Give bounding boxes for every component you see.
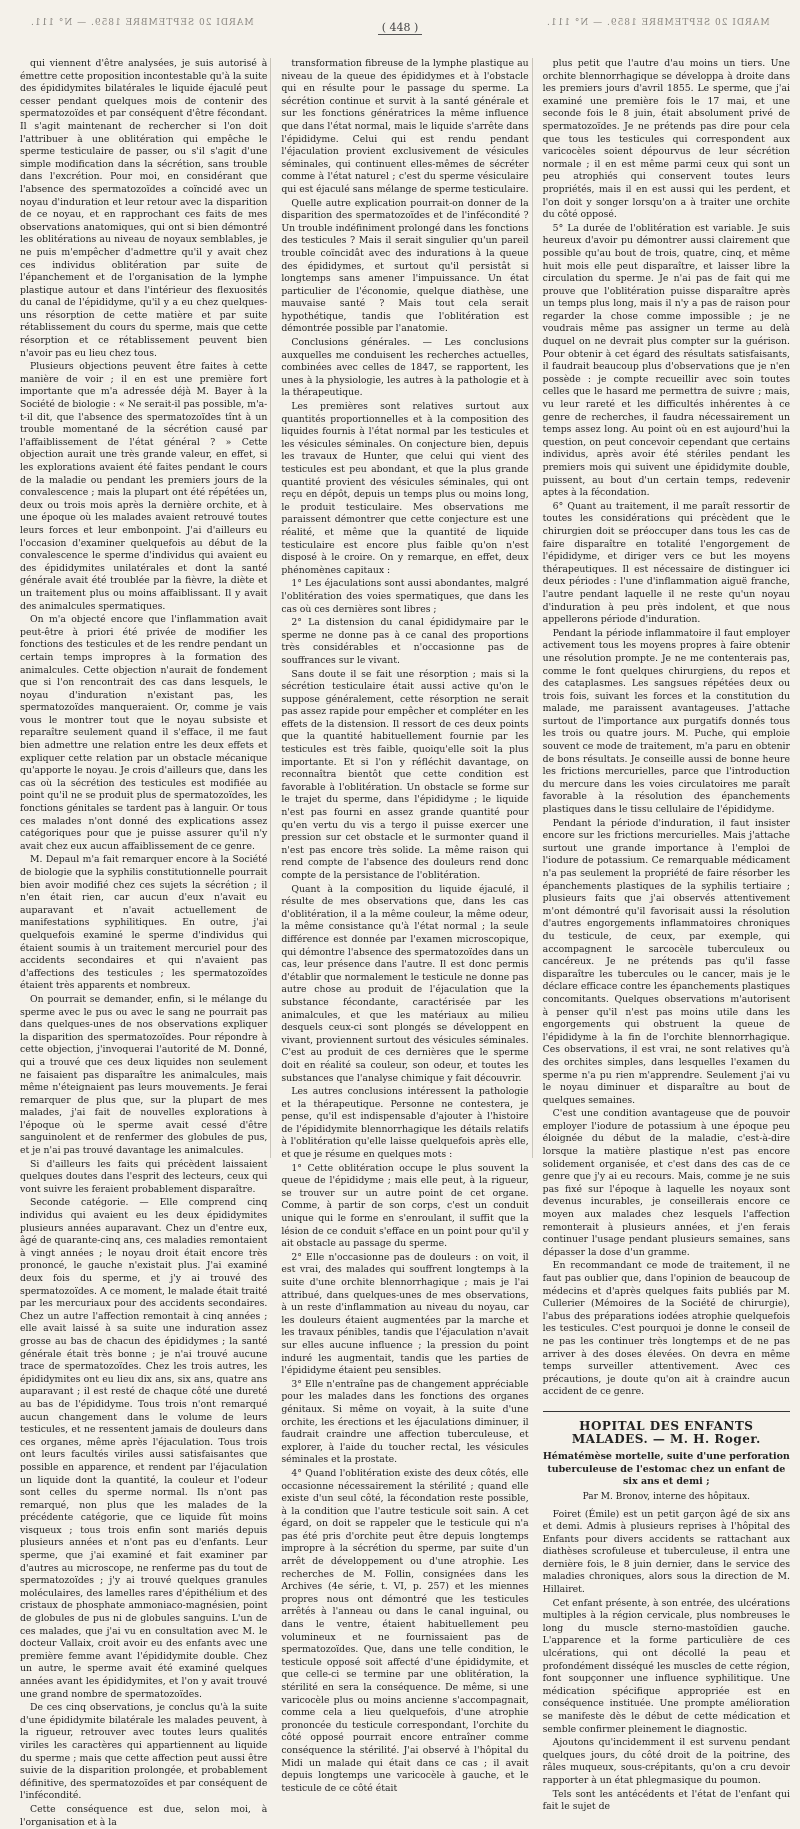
paragraph: Ajoutons qu'incidemment il est survenu pendant quelques jours, du côté droit de la poitrine, des râles muqueux, sous-crépitants, qu'on a cru devoir rapporter à un état phlegmasique du poumon. (542, 1737, 790, 1786)
column-1 (20, 58, 268, 1828)
paragraph: Pendant la période inflammatoire il faut employer activement tous les moyens propres à faire obtenir une résolution prompte. Je ne me contenterais pas, comme le font quelques chirurgiens, du repos et des cataplasmes. Les sangsues répétées deux ou trois fois, suivant les forces et la constitution du malade, me paraissent avantageuses. J'attache surtout de l'importance aux purgatifs donnés tous les trois ou quatre jours. M. Puche, qui emploie souvent ce mode de traitement, m'a paru en obtenir de bons résultats. Je conseille aussi de bonne heure les frictions mercurielles, parce que l'introduction du mercure dans les voies circulatoires me paraît favorable à la résolution des épanchements plastiques dans le tissu cellulaire de l'épididyme. (542, 627, 790, 816)
paragraph: En recommandant ce mode de traitement, il ne faut pas oublier que, dans l'opinion de beaucoup de médecins et d'après quelques faits publiés par M. Cullerier (Mémoires de la Société de chirurgie), l'abus des préparations iodées atrophie quelquefois les testicules. C'est pourquoi je donne le conseil de ne pas les continuer très longtemps et de ne pas arriver à des doses élevées. On devra en même temps surveiller attentivement. Avec ces précautions, je doute qu'on ait à craindre aucun accident de ce genre. (542, 1260, 790, 1398)
mirrored-header-right: MARDI 20 SEPTEMBRE 1859. — N° 111. (546, 18, 770, 28)
paragraph: De ces cinq observations, je conclus qu'à la suite d'une épididymite bilatérale les malades peuvent, à la rigueur, retrouver avec toutes leurs qualités viriles les caractères qui appartiennent au liquide du sperme ; mais que cette affection peut aussi être suivie de la disparition prolongée, et probablement définitive, des spermatozoïdes et par conséquent de l'infécondité. (20, 1702, 268, 1802)
paragraph: qui viennent d'être analysées, je suis autorisé à émettre cette proposition incontestable qu'à la suite des épididymites bilatérales le liquide éjaculé peut cesser pendant quelques mois de contenir des spermatozoïdes et par conséquent d'être fécondant. Il s'agit maintenant de rechercher si l'on doit l'attribuer à une oblitération qui empêche le sperme testiculaire de passer, ou s'il s'agit d'une simple modification dans la sécrétion, sans trouble dans l'excrétion. Pour moi, en considérant que l'absence des spermatozoïdes a coïncidé avec un noyau d'induration et leur retour avec la disparition de ce noyau, et en rapprochant ces faits de mes observations anatomiques, qui ont si bien démontré les oblitérations au niveau de noyaux semblables, je ne puis m'empêcher d'admettre qu'il y avait chez ces individus oblitération par suite de l'épanchement et de l'organisation de la lymphe plastique autour et dans l'intérieur des flexuosités du canal de l'épididyme, qu'il y a eu chez quelques-uns résorption de cette matière et par suite rétablissement du cours du sperme, mais que cette résorption et ce rétablissement peuvent bien n'avoir pas eu lieu chez tous. (20, 58, 268, 359)
paragraph: Sans doute il se fait une résorption ; mais si la sécrétion testiculaire était aussi active qu'on le suppose généralement, cette résorption ne serait pas assez rapide pour empêcher et compléter en les effets de la distension. Il ressort de ces deux points que la quantité habituellement fournie par les testicules est très faible, quoiqu'elle soit la plus importante. Et si l'on y réfléchit davantage, on reconnaîtra bientôt que cette condition est favorable à l'oblitération. Un obstacle se forme sur le trajet du sperme, dans l'épididyme ; le liquide n'est pas fourni en assez grande quantité pour qu'en vertu du vis a tergo il puisse exercer une pression sur cet obstacle et le surmonter quand il n'est pas encore très solide. La même raison qui rend compte de l'absence des douleurs rend donc compte de la persistance de l'oblitération. (281, 668, 529, 881)
paragraph: Quelle autre explication pourrait-on donner de la disparition des spermatozoïdes et de l'infécondité ? Un trouble indéfiniment prolongé dans les fonctions des testicules ? Mais il serait singulier qu'un pareil trouble coïncidât avec des indurations à la queue des épididymes, et surtout qu'il persistât si longtemps sans amener l'impuissance. Un état particulier de l'économie, quelque diathèse, une mauvaise santé ? Mais tout cela serait hypothétique, tandis que l'oblitération est démontrée possible par l'anatomie. (281, 197, 529, 335)
paragraph: 4° Quand l'oblitération existe des deux côtés, elle occasionne nécessairement la stérilité ; quand elle existe d'un seul côté, la fécondation reste possible, à la condition que l'autre testicule soit sain. A cet égard, on doit se rappeler que le testicule qui n'a pas été pris d'orchite peut être depuis longtemps impropre à la sécrétion du sperme, par suite d'un arrêt de développement ou d'une atrophie. Les recherches de M. Follin, consignées dans les Archives (4e série, t. VI, p. 257) et les miennes propres nous ont démontré que les testicules arrêtés à l'anneau ou dans le canal inguinal, ou dans le ventre, étaient habituellement peu volumineux et ne fournissaient pas de spermatozoïdes. Que, dans une telle condition, le testicule opposé soit affecté d'une épididymite, et que celle-ci se termine par une oblitération, la stérilité en sera la conséquence. De même, si une varicocèle plus ou moins ancienne s'accompagnait, comme cela a lieu quelquefois, d'une atrophie prononcée du testicule correspondant, l'orchite du côté opposé pourrait encore entraîner comme conséquence la stérilité. J'ai observé à l'hôpital du Midi un malade qui était dans ce cas ; il avait depuis longtemps une varicocèle à gauche, et le testicule de ce côté était (281, 1467, 529, 1794)
paragraph: 2° Elle n'occasionne pas de douleurs : on voit, il est vrai, des malades qui souffrent longtemps à la suite d'une orchite blennorrhagique ; mais je l'ai attribué, dans quelques-unes de mes observations, à un reste d'inflammation au niveau du noyau, car les douleurs étaient augmentées par la marche et les travaux pénibles, tandis que l'éjaculation n'avait sur elles aucune influence ; la pression du point induré les augmentait, tandis que les parties de l'épididyme étaient peu sensibles. (281, 1251, 529, 1377)
paragraph: Plusieurs objections peuvent être faites à cette manière de voir ; il en est une première fort importante que m'a adressée déjà M. Bayer à la Société de biologie : « Ne serait-il pas possible, m'a-t-il dit, que l'absence des spermatozoïdes tînt à un trouble momentané de la sécrétion causé par l'affaiblissement de l'état général ? » Cette objection aurait une très grande valeur, en effet, si les explorations avaient été faites pendant le cours de la maladie ou pendant les premiers jours de la convalescence ; mais la plupart ont été répétées un, deux ou trois mois après la dernière orchite, et à une époque où les malades avaient retrouvé toutes leurs forces et leur embonpoint. J'ai d'ailleurs eu l'occasion d'examiner quelquefois au début de la convalescence le sperme d'individus qui avaient eu des épididymites unilatérales et dont la santé générale avait été troublée par la fièvre, la diète et un traitement plus ou moins affaiblissant. Il y avait des animalcules spermatiques. (20, 361, 268, 612)
paragraph: 1° Les éjaculations sont aussi abondantes, malgré l'oblitération des voies spermatiques, que dans les cas où ces dernières sont libres ; (281, 578, 529, 615)
paragraph: Cet enfant présente, à son entrée, des ulcérations multiples à la région cervicale, plus nombreuses le long du muscle sterno-mastoïdien gauche. L'apparence et la forme particulière de ces ulcérations, qui ont décollé la peau et profondément disséqué les muscles de cette région, font soupçonner une influence syphilitique. Une médication spécifique appropriée est en conséquence instituée. Une prompte amélioration se manifeste dès le début de cette médication et semble confirmer pleinement le diagnostic. (542, 1597, 790, 1735)
paragraph: Tels sont les antécédents et l'état de l'enfant qui fait le sujet de (542, 1788, 790, 1813)
paragraph: Les autres conclusions intéressent la pathologie et la thérapeutique. Personne ne contestera, je pense, qu'il est indispensable d'ajouter à l'histoire de l'épididymite blennorrhagique les détails relatifs à l'oblitération qu'elle laisse quelquefois après elle, et que je résume en quelques mots : (281, 1086, 529, 1161)
section-rule (543, 1411, 790, 1445)
paragraph: Foiret (Émile) est un petit garçon âgé de six ans et demi. Admis à plusieurs reprises à l'hôpital des Enfants pour divers accidents se rattachant aux diathèses scrofuleuse et tuberculeuse, il entra une dernière fois, le 8 juin dernier, dans le service des maladies chroniques, alors sous la direction de M. Hillairet. (542, 1508, 790, 1596)
paragraph: On pourrait se demander, enfin, si le mélange du sperme avec le pus ou avec le sang ne pourrait pas dans quelques-unes de nos observations expliquer la disparition des spermatozoïdes. Pour répondre à cette objection, j'invoquerai l'autorité de M. Donné, qui a trouvé que ces deux liquides non seulement ne faisaient pas disparaître les animalcules, mais même n'éteignaient pas leurs mouvements. Je ferai remarquer de plus que, sur la plupart de mes malades, j'ai fait de nouvelles explorations à l'époque où le sperme avait cessé d'être sanguinolent et de renfermer des globules de pus, et je n'ai pas trouvé davantage les animalcules. (20, 993, 268, 1157)
paragraph: plus petit que l'autre d'au moins un tiers. Une orchite blennorrhagique se développa à droite dans les premiers jours d'avril 1855. Le sperme, que j'ai examiné une première fois le 17 mai, et une seconde fois le 8 juin, était absolument privé de spermatozoïdes. Je ne prétends pas dire pour cela que tous les testicules qui correspondent aux varicocèles soient dépourvus de leur sécrétion normale ; il en est même parmi ceux qui sont un peu atrophiés qui conservent toutes leurs propriétés, mais il en est aussi qui les perdent, et l'on doit y songer lorsqu'on a à traiter une orchite du côté opposé. (542, 58, 790, 221)
paragraph: Pendant la période d'induration, il faut insister encore sur les frictions mercurielles. Mais j'attache surtout une grande importance à l'emploi de l'iodure de potassium. Ce remarquable médicament n'a pas seulement la propriété de faire résorber les épanchements plastiques de la syphilis tertiaire ; plusieurs faits que j'ai observés attentivement m'ont démontré qu'il favorisait aussi la résolution d'autres engorgements inflammatoires chroniques du testicule, de ceux, par exemple, qui accompagnent le sarcocèle tuberculeux ou cancéreux. Je ne prétends pas qu'il fasse disparaître les tubercules ou le cancer, mais je le déclare efficace contre les épanchements plastiques concomitants. Quelques observations m'autorisent à penser qu'il n'est pas moins utile dans les engorgements qui obstruent la queue de l'épididyme à la fin de l'orchite blennorrhagique. Ces observations, il est vrai, ne sont relatives qu'à des orchites simples, dans lesquelles l'examen du sperme n'a pu rien m'apprendre. Seulement j'ai vu le noyau diminuer et disparaître au bout de quelques semaines. (542, 817, 790, 1106)
paragraph: 3° Elle n'entraîne pas de changement appréciable pour les malades dans les fonctions des organes génitaux. Si même on voyait, à la suite d'une orchite, les érections et les éjaculations diminuer, il faudrait craindre une affection tuberculeuse, et explorer, à l'aide du toucher rectal, les vésicules séminales et la prostate. (281, 1378, 529, 1466)
paragraph: 6° Quant au traitement, il me paraît ressortir de toutes les considérations qui précèdent que le chirurgien doit se préoccuper dans tous les cas de faire disparaître en totalité l'engorgement de l'épididyme, et diriger vers ce but les moyens thérapeutiques. Il est nécessaire de distinguer ici deux périodes : l'une d'inflammation aiguë franche, l'autre pendant laquelle il ne reste qu'un noyau d'induration à peu près indolent, et que nous appellerons période d'induration. (542, 500, 790, 626)
paragraph: 5° La durée de l'oblitération est variable. Je suis heureux d'avoir pu démontrer aussi clairement que possible qu'au bout de trois, quatre, cinq, et même huit mois elle peut disparaître, et laisser libre la circulation du sperme. Je n'ai pas de fait qui me prouve que l'oblitération puisse disparaître après un temps plus long, mais il n'y a pas de raison pour regarder la chose comme impossible ; je ne voudrais même pas assigner un terme au delà duquel on ne devrait plus compter sur la guérison. Pour obtenir à cet égard des résultats satisfaisants, il faudrait beaucoup plus d'observations que je n'en possède : je compte recueillir avec soin toutes celles que le hasard me permettra de suivre ; mais, vu leur rareté et les difficultés inhérentes à ce genre de recherches, il faudra nécessairement un temps assez long. Au point où en est aujourd'hui la question, on peut concevoir cependant que certains individus, après avoir été stériles pendant les premiers mois qui suivent une épididymite double, puissent, au bout d'un certain temps, redevenir aptes à la fécondation. (542, 222, 790, 499)
paragraph: Conclusions générales. — Les conclusions auxquelles me conduisent les recherches actuelles, combinées avec celles de 1847, se rapportent, les unes à la physiologie, les autres à la pathologie et à la thérapeutique. (281, 337, 529, 399)
paragraph: Cette conséquence est due, selon moi, à l'organisation et à la (20, 1803, 268, 1828)
paragraph: C'est une condition avantageuse que de pouvoir employer l'iodure de potassium à une époque peu éloignée du début de la maladie, c'est-à-dire lorsque la matière plastique n'est pas encore solidement organisée, et c'est dans des cas de ce genre que j'y ai eu recours. Mais, comme je ne suis pas fixé sur l'époque à laquelle les noyaux sont devenus incurables, je conseillerais encore ce moyen aux malades chez lesquels l'affection remonterait à plusieurs années, et j'en ferais continuer l'usage pendant plusieurs semaines, sans dépasser la dose d'un gramme. (542, 1108, 790, 1258)
paragraph: M. Depaul m'a fait remarquer encore à la Société de biologie que la syphilis constitutionnelle pourrait bien avoir modifié chez ces sujets la sécrétion ; il n'en était rien, car aucun d'eux n'avait eu auparavant et n'avait actuellement de manifestations syphilitiques. En outre, j'ai quelquefois examiné le sperme d'individus qui étaient soumis à un traitement mercuriel pour des accidents secondaires et qui n'avaient pas d'affections des testicules ; les spermatozoïdes étaient très apparents et nombreux. (20, 854, 268, 992)
paragraph: transformation fibreuse de la lymphe plastique au niveau de la queue des épididymes et à l'obstacle qui en résulte pour le passage du sperme. La sécrétion continue et survit à la santé générale et sur les fonctions génératrices la même influence que dans l'état normal, mais le liquide s'arrête dans l'épididyme. Celui qui est rendu pendant l'éjaculation provient exclusivement de vésicules séminales, qui continuent elles-mêmes de sécréter comme à l'état naturel ; c'est du sperme vésiculaire qui est éjaculé sans mélange de sperme testiculaire. (281, 58, 529, 195)
hospital-section-title: HOPITAL DES ENFANTS MALADES. — M. H. Roger. (571, 1418, 761, 1446)
page-number: ( 448 ) (378, 21, 423, 35)
column-2 (281, 58, 529, 1794)
paragraph: 2° La distension du canal épididymaire par le sperme ne donne pas à ce canal des proportions très considérables et n'occasionne pas de souffrances sur le vivant. (281, 617, 529, 666)
paragraph: Les premières sont relatives surtout aux quantités proportionnelles et à la composition des liquides fournis à l'état normal par les testicules et les vésicules séminales. On conjecture bien, depuis les travaux de Hunter, que celui qui vient des testicules est peu abondant, et que la plus grande quantité provient des vésicules séminales, qui ont reçu en dépôt, depuis un temps plus ou moins long, le produit testiculaire. Mes observations me paraissent démontrer que cette conjecture est une réalité, et même que la quantité de liquide testiculaire est encore plus faible qu'on n'est disposé à le croire. On y remarque, en effet, deux phénomènes capitaux : (281, 401, 529, 576)
text-columns (20, 58, 790, 1828)
mirrored-header-left: MARDI 20 SEPTEMBRE 1859. — N° 111. (30, 18, 254, 28)
running-head (0, 18, 800, 38)
paragraph: Quant à la composition du liquide éjaculé, il résulte de mes observations que, dans les cas d'oblitération, il a la même couleur, la même odeur, la même consistance qu'à l'état normal ; la seule différence est donnée par l'examen microscopique, qui démontre l'absence des spermatozoïdes dans un cas, leur présence dans l'autre. Il est donc permis d'établir que normalement le testicule ne donne pas autre chose au produit de l'éjaculation que la substance fécondante, caractérisée par les animalcules, et que les matériaux au milieu desquels ceux-ci sont plongés se développent en vivant, proviennent surtout des vésicules séminales. C'est au produit de ces dernières que le sperme doit en réalité sa couleur, son odeur, et toutes les substances que l'analyse chimique y fait découvrir. (281, 883, 529, 1084)
paragraph: On m'a objecté encore que l'inflammation avait peut-être à priori été privée de modifier les fonctions des testicules et de les rendre pendant un certain temps impropres à la formation des animalcules. Cette objection n'aurait de fondement que si l'on rencontrait des cas dans lesquels, le noyau d'induration n'existant pas, les spermatozoïdes manqueraient. Or, comme je vais vous le montrer tout que le noyau subsiste et reparaître seulement quand il s'efface, il me faut bien admettre une relation entre les deux effets et expliquer cette relation par un obstacle mécanique qu'apporte le noyau. Je crois d'ailleurs que, dans les cas où la sécrétion des testicules est modifiée au point qu'il ne se produit plus de spermatozoïdes, les fonctions génitales se tardent pas à languir. Or tous ces malades n'ont donné des explications assez catégoriques pour que je puisse assurer qu'il n'y avait chez eux aucun affaiblissement de ce genre. (20, 614, 268, 852)
paragraph: 1° Cette oblitération occupe le plus souvent la queue de l'épididyme ; mais elle peut, à la rigueur, se trouver sur un autre point de cet organe. Comme, à partir de son corps, c'est un conduit unique qui le forme en s'enroulant, il suffit que la lésion de ce conduit s'efface en un point pour qu'il y ait obstacle au passage du sperme. (281, 1162, 529, 1250)
column-3 (542, 58, 790, 1813)
paragraph: Si d'ailleurs les faits qui précèdent laissaient quelques doutes dans l'esprit des lecteurs, ceux qui vont suivre les feraient probablement disparaître. (20, 1158, 268, 1195)
paragraph: Seconde catégorie. — Elle comprend cinq individus qui avaient eu les deux épididymites plusieurs années auparavant. Chez un d'entre eux, âgé de quarante-cinq ans, ces maladies remontaient à vingt années ; le noyau droit était encore très prononcé, le gauche n'existait plus. J'ai examiné deux fois du sperme, et j'y ai trouvé des spermatozoïdes. A ce moment, le malade était traité par les mercuriaux pour des accidents secondaires. Chez un autre l'affection remontait à cinq années ; elle avait laissé à sa suite une induration assez grosse au bas de chacun des épididymes ; la santé générale était très bonne ; je n'ai trouvé aucune trace de spermatozoïdes. Chez les trois autres, les épididymites ont eu lieu dix ans, six ans, quatre ans auparavant ; il est resté de chaque côté une dureté au bas de l'épididyme. Tous trois n'ont remarqué aucun changement dans le volume de leurs testicules, et ne ressentent jamais de douleurs dans ces organes, même après l'éjaculation. Tous trois ont leurs facultés viriles aussi satisfaisantes que possible en apparence, et rendent par l'éjaculation un liquide dont la quantité, la couleur et l'odeur sont celles du sperme normal. Ils n'ont pas remarqué, non plus que les malades de la précédente catégorie, que ce liquide fût moins visqueux ; tous trois enfin sont mariés depuis plusieurs années et n'ont pas eu d'enfants. Leur sperme, que j'ai examiné et fait examiner par d'autres au microscope, ne renferme pas du tout de spermatozoïdes ; j'y ai trouvé quelques granules moléculaires, des lamelles rares d'épithélium et des cristaux de phosphate ammoniaco-magnésien, point de globules de pus ni de globules sanguins. L'un de ces malades, que j'ai vu en consultation avec M. le docteur Vallaix, croit avoir eu des enfants avec une première femme avant l'épididymite double. Chez un autre, le sperme avait été examiné quelques années avant les épididymites, et l'on y avait trouvé une grand nombre de spermatozoïdes. (20, 1197, 268, 1700)
byline: Par M. Bronov, interne des hôpitaux. (582, 1491, 751, 1502)
case-title: Hématémèse mortelle, suite d'une perforation tuberculeuse de l'estomac chez un enfant de six ans et demi ; (542, 1451, 790, 1488)
